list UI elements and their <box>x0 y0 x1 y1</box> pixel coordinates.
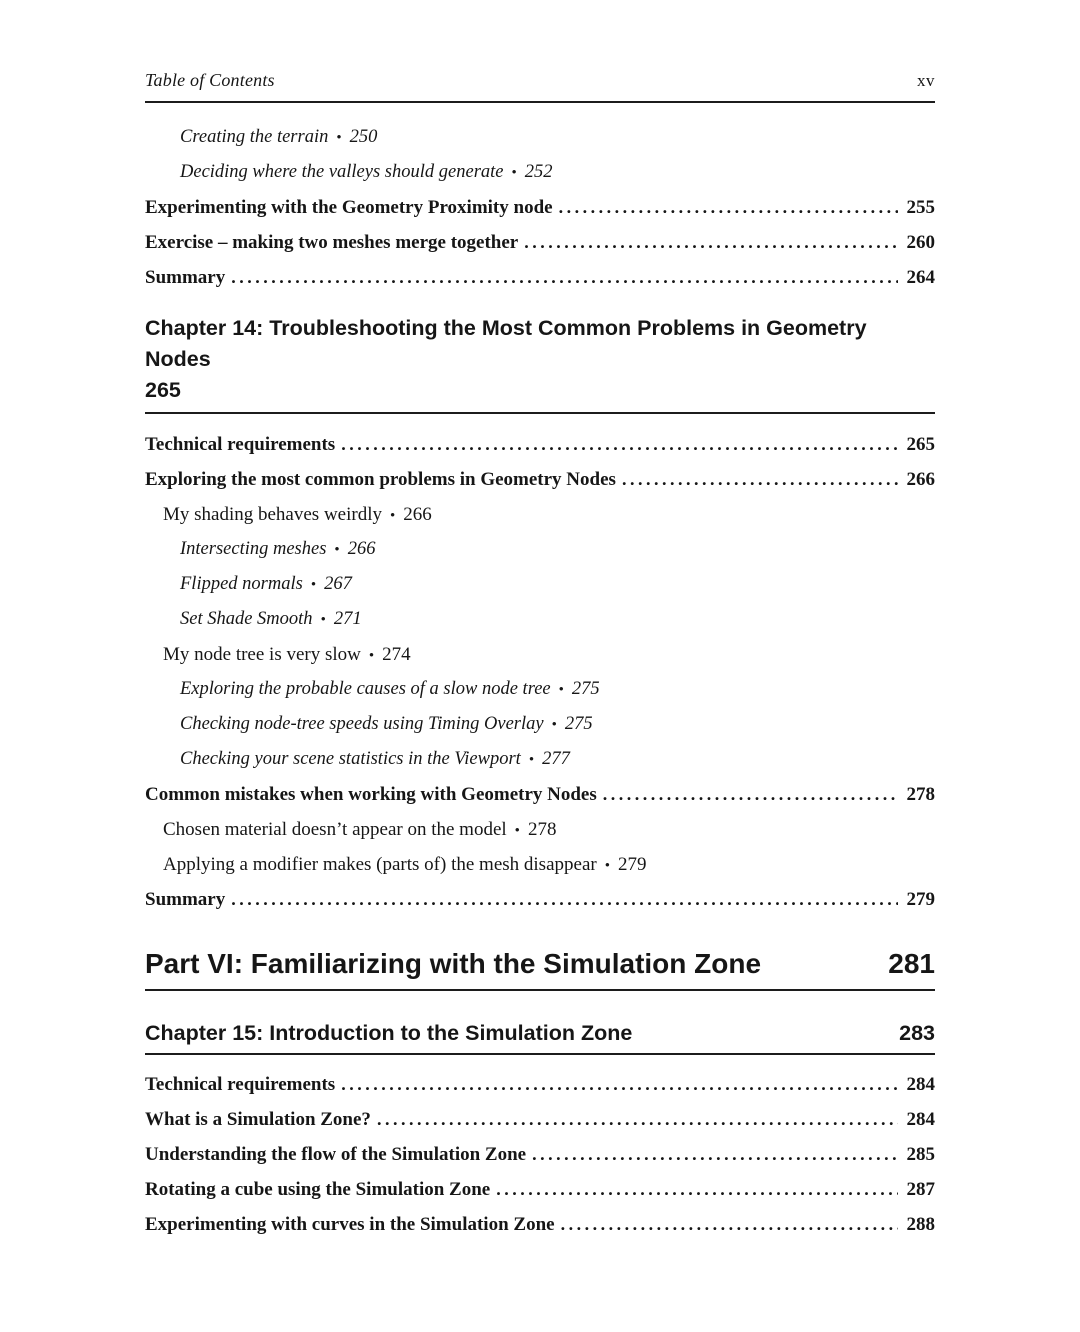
toc-entry-page: 266 <box>403 504 432 525</box>
dot-leader <box>561 1207 898 1242</box>
toc-entry-label: Exploring the most common problems in Geometry Nodes <box>145 469 616 490</box>
dot-leader <box>341 427 897 462</box>
toc-entry-page: 277 <box>542 749 570 769</box>
toc-entry-page: 266 <box>906 469 935 490</box>
toc-entry[interactable] <box>145 742 935 777</box>
toc-entry-label: Technical requirements <box>145 434 336 455</box>
toc-section-chapter14 <box>145 427 935 917</box>
toc-entry-page: 284 <box>906 1109 935 1130</box>
running-header <box>145 70 935 103</box>
chapter-15-page: 283 <box>899 1021 935 1045</box>
toc-entry-page: 279 <box>906 889 935 910</box>
dot-leader <box>496 1172 897 1207</box>
toc-entry-page: 278 <box>906 784 935 805</box>
toc-section-chapter13-tail <box>145 120 935 295</box>
bullet-separator: • <box>514 823 520 839</box>
toc-entry-page: 260 <box>906 232 935 253</box>
bullet-separator: • <box>389 508 396 524</box>
toc-entry[interactable] <box>145 1102 935 1137</box>
toc-entry-page: 279 <box>617 854 647 875</box>
toc-entry[interactable] <box>145 707 935 742</box>
toc-entry-page: 271 <box>333 609 362 629</box>
toc-entry-label: Set Shade Smooth <box>180 609 313 629</box>
toc-entry-page: 284 <box>906 1074 935 1095</box>
toc-entry[interactable] <box>145 120 935 155</box>
toc-entry-page: 285 <box>906 1144 935 1165</box>
toc-entry-label: Checking your scene statistics in the Viewport <box>180 749 521 769</box>
toc-entry-page: 267 <box>324 574 352 594</box>
bullet-separator: • <box>551 717 557 733</box>
dot-leader <box>603 777 898 812</box>
toc-entry[interactable] <box>145 1137 935 1172</box>
toc-entry[interactable] <box>145 1172 935 1207</box>
toc-entry-label: Chosen material doesn’t appear on the model <box>163 819 507 840</box>
toc-entry[interactable] <box>145 812 935 847</box>
chapter-14-heading[interactable] <box>145 313 935 414</box>
toc-entry-label: Technical requirements <box>145 1074 336 1095</box>
part-6-title: Part VI: Familiarizing with the Simulation Zone <box>145 948 762 979</box>
bullet-separator: • <box>334 542 340 558</box>
chapter-15-title: Chapter 15: Introduction to the Simulation Zone <box>145 1021 633 1045</box>
toc-entry-page: 274 <box>382 644 411 665</box>
chapter-14-title: Chapter 14: Troubleshooting the Most Common Problems in Geometry Nodes <box>145 316 867 371</box>
toc-entry-page: 252 <box>524 162 553 182</box>
toc-entry[interactable] <box>145 847 935 882</box>
toc-entry[interactable] <box>145 497 935 532</box>
bullet-separator: • <box>528 752 535 768</box>
toc-entry[interactable] <box>145 532 935 567</box>
running-header-title: Table of Contents <box>145 70 275 90</box>
toc-entry-label: Rotating a cube using the Simulation Zone <box>145 1179 491 1200</box>
toc-entry[interactable] <box>145 427 935 462</box>
toc-section-chapter15 <box>145 1067 935 1242</box>
toc-entry-label: Deciding where the valleys should generate <box>180 162 504 182</box>
toc-entry-page: 250 <box>349 127 378 147</box>
bullet-separator: • <box>604 858 610 874</box>
toc-entry-page: 275 <box>571 679 600 699</box>
running-header-page-number: xv <box>917 71 935 90</box>
bullet-separator: • <box>558 682 564 698</box>
toc-entry[interactable] <box>145 260 935 295</box>
toc-entry-label: Summary <box>145 267 226 288</box>
toc-entry-label: Experimenting with the Geometry Proximity node <box>145 197 553 218</box>
toc-entry-label: My node tree is very slow <box>163 644 361 665</box>
toc-entry[interactable] <box>145 567 935 602</box>
dot-leader <box>532 1137 897 1172</box>
toc-entry-label: Checking node-tree speeds using Timing Overlay <box>180 714 544 734</box>
dot-leader <box>341 1067 897 1102</box>
toc-entry-page: 266 <box>347 539 376 559</box>
toc-entry-page: 275 <box>564 714 593 734</box>
toc-entry-label: Intersecting meshes <box>180 539 327 559</box>
dot-leader <box>622 462 898 497</box>
toc-entry-label: Common mistakes when working with Geometry Nodes <box>145 784 597 805</box>
toc-entry-label: What is a Simulation Zone? <box>145 1109 371 1130</box>
bullet-separator: • <box>511 165 517 181</box>
chapter-14-page: 265 <box>145 378 181 402</box>
toc-entry-page: 278 <box>527 819 557 840</box>
toc-entry-label: My shading behaves weirdly <box>163 504 382 525</box>
toc-entry[interactable] <box>145 462 935 497</box>
bullet-separator: • <box>320 612 326 628</box>
toc-entry-label: Exploring the probable causes of a slow node tree <box>180 679 551 699</box>
part-6-heading[interactable] <box>145 945 935 991</box>
toc-entry[interactable] <box>145 637 935 672</box>
toc-entry-label: Experimenting with curves in the Simulation Zone <box>145 1214 555 1235</box>
bullet-separator: • <box>336 130 342 146</box>
toc-entry-label: Exercise – making two meshes merge together <box>145 232 519 253</box>
toc-entry-page: 288 <box>906 1214 935 1235</box>
dot-leader <box>231 260 897 295</box>
dot-leader <box>559 190 898 225</box>
bullet-separator: • <box>310 577 317 593</box>
part-6-page: 281 <box>888 948 935 979</box>
chapter-15-heading[interactable] <box>145 1019 935 1055</box>
toc-entry-page: 264 <box>906 267 935 288</box>
dot-leader <box>524 225 897 260</box>
toc-entry[interactable] <box>145 672 935 707</box>
toc-entry-label: Summary <box>145 889 226 910</box>
toc-entry[interactable] <box>145 225 935 260</box>
toc-entry[interactable] <box>145 1067 935 1102</box>
dot-leader <box>231 882 897 917</box>
toc-entry[interactable] <box>145 1207 935 1242</box>
toc-entry[interactable] <box>145 882 935 917</box>
toc-entry-page: 255 <box>906 197 935 218</box>
dot-leader <box>377 1102 898 1137</box>
toc-entry-label: Creating the terrain <box>180 127 329 147</box>
toc-entry[interactable] <box>145 777 935 812</box>
toc-entry[interactable] <box>145 602 935 637</box>
bullet-separator: • <box>368 648 375 664</box>
toc-entry-label: Flipped normals <box>180 574 303 594</box>
toc-entry-page: 265 <box>906 434 935 455</box>
toc-entry-label: Understanding the flow of the Simulation Zone <box>145 1144 527 1165</box>
toc-entry-page: 287 <box>906 1179 935 1200</box>
toc-entry[interactable] <box>145 190 935 225</box>
toc-entry[interactable] <box>145 155 935 190</box>
toc-entry-label: Applying a modifier makes (parts of) the mesh disappear <box>163 854 597 875</box>
